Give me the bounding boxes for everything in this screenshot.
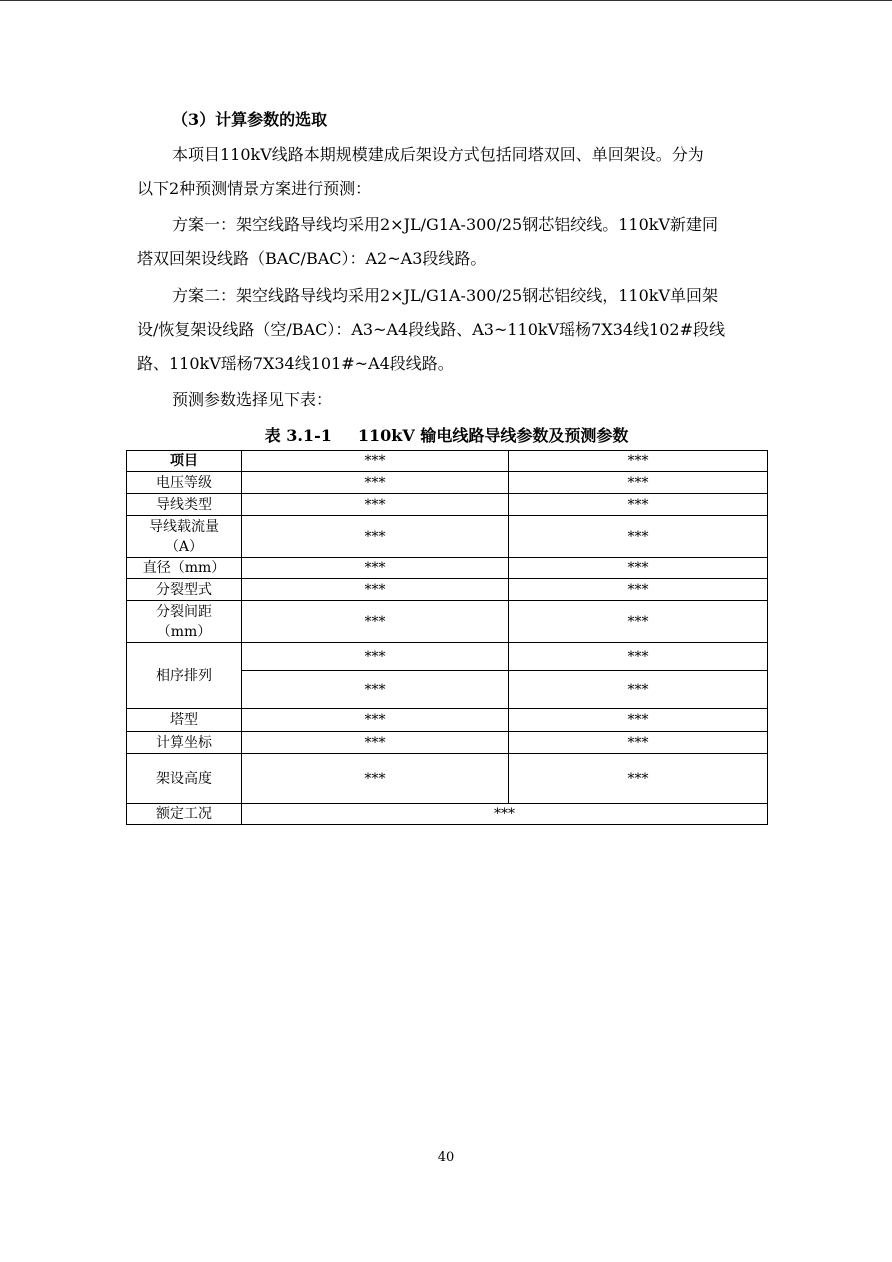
table-cell: *** — [242, 601, 509, 643]
table-cell: *** — [509, 579, 768, 601]
scheme-one-line: 塔双回架设线路（BAC/BAC）：A2~A3段线路。 — [137, 249, 487, 268]
row-label: 架设高度 — [127, 754, 242, 804]
table-row — [127, 494, 768, 516]
table-cell: *** — [242, 709, 509, 732]
scheme-two-line: 设/恢复架设线路（空/BAC）：A3~A4段线路、A3~110kV瑶杨7X34线102#段线 — [137, 320, 726, 339]
table-cell: *** — [242, 516, 509, 558]
table-caption — [126, 425, 767, 447]
table-cell: *** — [509, 516, 768, 558]
page-top-border — [0, 0, 892, 1]
intro-line: 以下2种预测情景方案进行预测： — [137, 179, 372, 198]
row-label: 分裂间距 （mm） — [127, 601, 242, 643]
table-cell: *** — [509, 601, 768, 643]
table-cell: *** — [509, 494, 768, 516]
row-label: 直径（mm） — [127, 558, 242, 579]
table-cell: *** — [242, 804, 768, 825]
table-cell: *** — [242, 671, 509, 709]
table-row — [127, 709, 768, 732]
table-caption-title: 110kV 输电线路导线参数及预测参数 — [357, 426, 629, 445]
row-label: 导线类型 — [127, 494, 242, 516]
table-cell: *** — [509, 671, 768, 709]
table-cell: *** — [509, 643, 768, 671]
table-row — [127, 804, 768, 825]
table-intro-line: 预测参数选择见下表： — [172, 390, 333, 409]
table-cell: *** — [509, 558, 768, 579]
table-caption-number: 表 3.1-1 — [264, 426, 332, 445]
scheme-two-paragraph — [137, 279, 763, 381]
table-row — [127, 579, 768, 601]
table-row — [127, 516, 768, 558]
table-cell: *** — [509, 709, 768, 732]
table-cell: *** — [509, 732, 768, 754]
scheme-one-line: 方案一：架空线路导线均采用2×JL/G1A-300/25钢芯铝绞线。110kV新建同 — [172, 215, 719, 234]
table-cell: *** — [242, 472, 509, 494]
table-cell: *** — [509, 472, 768, 494]
scheme-one-paragraph — [137, 208, 763, 276]
table-row — [127, 601, 768, 643]
header-cell: *** — [242, 451, 509, 472]
row-label: 分裂型式 — [127, 579, 242, 601]
table-cell: *** — [242, 558, 509, 579]
table-row — [127, 472, 768, 494]
row-label: 塔型 — [127, 709, 242, 732]
row-label: 导线载流量 （A） — [127, 516, 242, 558]
table-cell: *** — [242, 754, 509, 804]
table-header-row — [127, 451, 768, 472]
header-cell: 项目 — [127, 451, 242, 472]
table-cell: *** — [242, 643, 509, 671]
row-label: 相序排列 — [127, 643, 242, 709]
row-label: 计算坐标 — [127, 732, 242, 754]
header-cell: *** — [509, 451, 768, 472]
table-cell: *** — [242, 494, 509, 516]
table-row — [127, 643, 768, 671]
table-cell: *** — [509, 754, 768, 804]
parameters-table — [126, 450, 768, 825]
section-heading: （3）计算参数的选取 — [172, 110, 328, 129]
table-row — [127, 732, 768, 754]
scheme-two-line: 方案二：架空线路导线均采用2×JL/G1A-300/25钢芯铝绞线，110kV单回架 — [172, 286, 719, 305]
table-row — [127, 558, 768, 579]
row-label: 额定工况 — [127, 804, 242, 825]
row-label: 电压等级 — [127, 472, 242, 494]
scheme-two-line: 路、110kV瑶杨7X34线101#~A4段线路。 — [137, 354, 454, 373]
table-cell: *** — [242, 732, 509, 754]
intro-line: 本项目110kV线路本期规模建成后架设方式包括同塔双回、单回架设。分为 — [172, 145, 704, 164]
table-row — [127, 754, 768, 804]
table-intro-paragraph — [137, 383, 763, 417]
intro-paragraph — [137, 138, 763, 206]
page-number: 40 — [437, 1150, 455, 1165]
table-cell: *** — [242, 579, 509, 601]
